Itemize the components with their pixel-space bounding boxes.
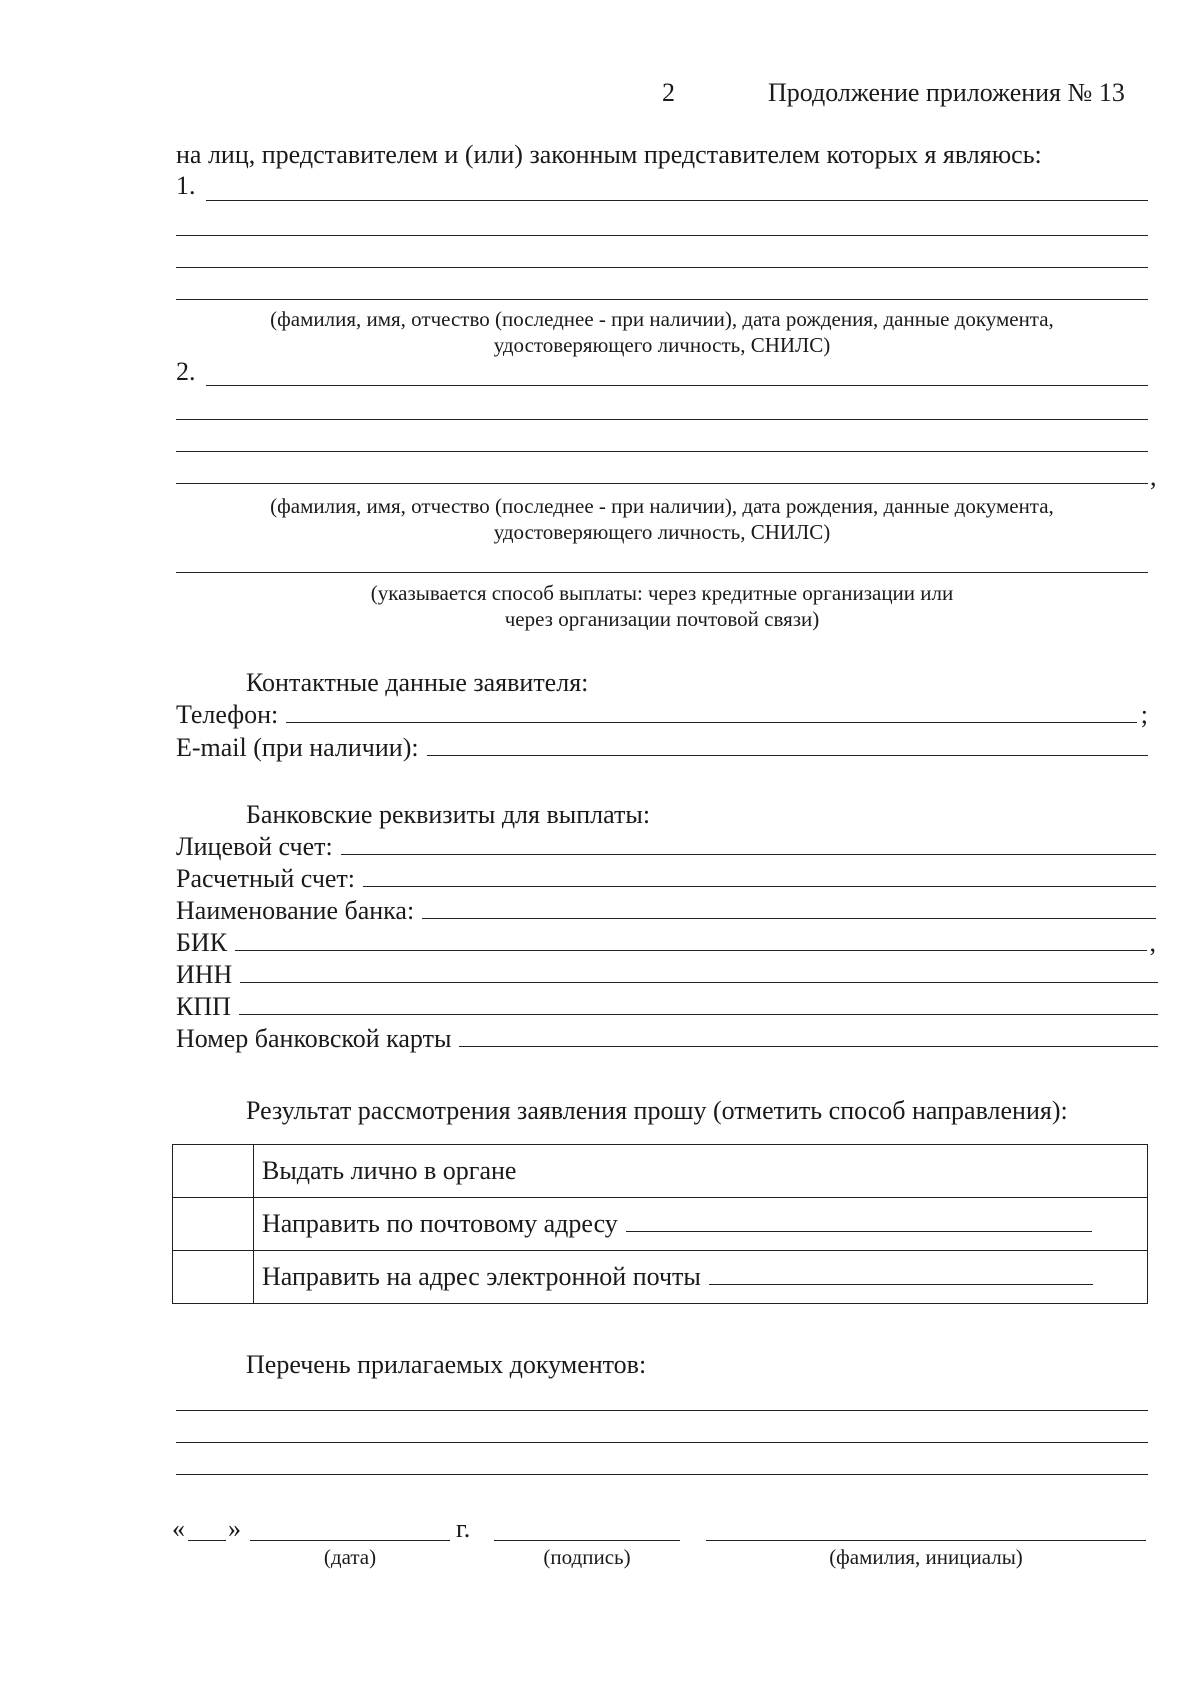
payment-caption-2: через организации почтовой связи) bbox=[504, 607, 820, 631]
phone-label: Телефон: bbox=[176, 700, 279, 729]
person-2-caption-1: (фамилия, имя, отчество (последнее - при наличии), дата рождения, данные документа, bbox=[270, 494, 1054, 518]
phone-end: ; bbox=[1140, 700, 1148, 729]
bank-row-settlement bbox=[176, 864, 1156, 894]
card-number-field[interactable] bbox=[459, 1024, 1158, 1047]
signature-caption: (подпись) bbox=[543, 1545, 631, 1569]
option-checkbox-in-person[interactable] bbox=[173, 1145, 254, 1198]
settlement-account-label: Расчетный счет: bbox=[176, 864, 356, 893]
bank-row-bik bbox=[176, 928, 1156, 958]
bik-label: БИК bbox=[176, 928, 228, 957]
person-1-line-2[interactable] bbox=[176, 235, 1148, 236]
option-label-in-person: Выдать лично в органе bbox=[254, 1145, 1148, 1198]
bank-row-account bbox=[176, 832, 1156, 862]
date-quote-open: « bbox=[172, 1514, 185, 1543]
date-caption: (дата) bbox=[323, 1545, 377, 1569]
inn-label: ИНН bbox=[176, 960, 233, 989]
person-1-caption-1: (фамилия, имя, отчество (последнее - при наличии), дата рождения, данные документа, bbox=[270, 307, 1054, 331]
date-quote-close: » bbox=[228, 1514, 241, 1543]
bank-heading: Банковские реквизиты для выплаты: bbox=[246, 800, 651, 829]
table-row bbox=[173, 1251, 1148, 1304]
person-1-caption-2: удостоверяющего личность, СНИЛС) bbox=[493, 333, 831, 357]
person-2-end-comma: , bbox=[1150, 462, 1157, 491]
kpp-field[interactable] bbox=[239, 992, 1158, 1015]
option-checkbox-email[interactable] bbox=[173, 1251, 254, 1304]
email-label: E-mail (при наличии): bbox=[176, 733, 419, 762]
person-2-line-1[interactable] bbox=[206, 385, 1148, 386]
bank-row-kpp bbox=[176, 992, 1158, 1022]
bank-name-field[interactable] bbox=[422, 896, 1156, 919]
person-2-line-2[interactable] bbox=[176, 419, 1148, 420]
result-heading: Результат рассмотрения заявления прошу (отметить способ направления): bbox=[246, 1096, 1068, 1125]
settlement-account-field[interactable] bbox=[363, 864, 1156, 887]
dispatch-options-table bbox=[172, 1144, 1148, 1304]
person-1-line-3[interactable] bbox=[176, 267, 1148, 268]
bank-name-label: Наименование банка: bbox=[176, 896, 415, 925]
person-1-line-1[interactable] bbox=[206, 200, 1148, 201]
name-caption: (фамилия, инициалы) bbox=[829, 1545, 1023, 1569]
attachments-line-2[interactable] bbox=[176, 1442, 1148, 1443]
name-initials-field[interactable] bbox=[706, 1540, 1146, 1541]
bank-row-name bbox=[176, 896, 1156, 926]
person-2-number: 2. bbox=[176, 357, 196, 386]
email-field[interactable] bbox=[427, 733, 1148, 756]
phone-field[interactable] bbox=[286, 700, 1137, 723]
postal-address-field[interactable] bbox=[626, 1209, 1092, 1232]
person-2-caption-2: удостоверяющего личность, СНИЛС) bbox=[493, 520, 831, 544]
phone-row bbox=[176, 700, 1148, 730]
attachments-heading: Перечень прилагаемых документов: bbox=[246, 1350, 647, 1379]
option-label-postal: Направить по почтовому адресу bbox=[254, 1198, 1148, 1251]
personal-account-field[interactable] bbox=[341, 832, 1156, 855]
option-label-email: Направить на адрес электронной почты bbox=[254, 1251, 1148, 1304]
date-day-field[interactable] bbox=[188, 1540, 226, 1541]
contacts-heading: Контактные данные заявителя: bbox=[246, 668, 589, 697]
intro-text: на лиц, представителем и (или) законным представителем которых я являюсь: bbox=[176, 140, 1042, 169]
payment-method-line[interactable] bbox=[176, 572, 1148, 573]
person-2-line-4[interactable] bbox=[176, 483, 1148, 484]
appendix-title: Продолжение приложения № 13 bbox=[768, 78, 1125, 107]
signature-field[interactable] bbox=[494, 1540, 680, 1541]
table-row bbox=[173, 1198, 1148, 1251]
year-suffix: г. bbox=[456, 1514, 471, 1543]
email-address-field[interactable] bbox=[709, 1262, 1093, 1285]
bik-field[interactable] bbox=[235, 928, 1146, 951]
bank-row-card bbox=[176, 1024, 1158, 1054]
email-row bbox=[176, 733, 1148, 763]
bik-end: , bbox=[1149, 928, 1156, 957]
bank-row-inn bbox=[176, 960, 1158, 990]
person-1-line-4[interactable] bbox=[176, 299, 1148, 300]
table-row bbox=[173, 1145, 1148, 1198]
person-1-number: 1. bbox=[176, 171, 196, 200]
date-month-field[interactable] bbox=[250, 1540, 450, 1541]
kpp-label: КПП bbox=[176, 992, 231, 1021]
personal-account-label: Лицевой счет: bbox=[176, 832, 333, 861]
payment-caption-1: (указывается способ выплаты: через кредитные организации или bbox=[370, 581, 954, 605]
page-number: 2 bbox=[662, 78, 675, 107]
card-number-label: Номер банковской карты bbox=[176, 1024, 452, 1053]
attachments-line-3[interactable] bbox=[176, 1474, 1148, 1475]
inn-field[interactable] bbox=[240, 960, 1158, 983]
attachments-line-1[interactable] bbox=[176, 1410, 1148, 1411]
option-checkbox-postal[interactable] bbox=[173, 1198, 254, 1251]
person-2-line-3[interactable] bbox=[176, 451, 1148, 452]
